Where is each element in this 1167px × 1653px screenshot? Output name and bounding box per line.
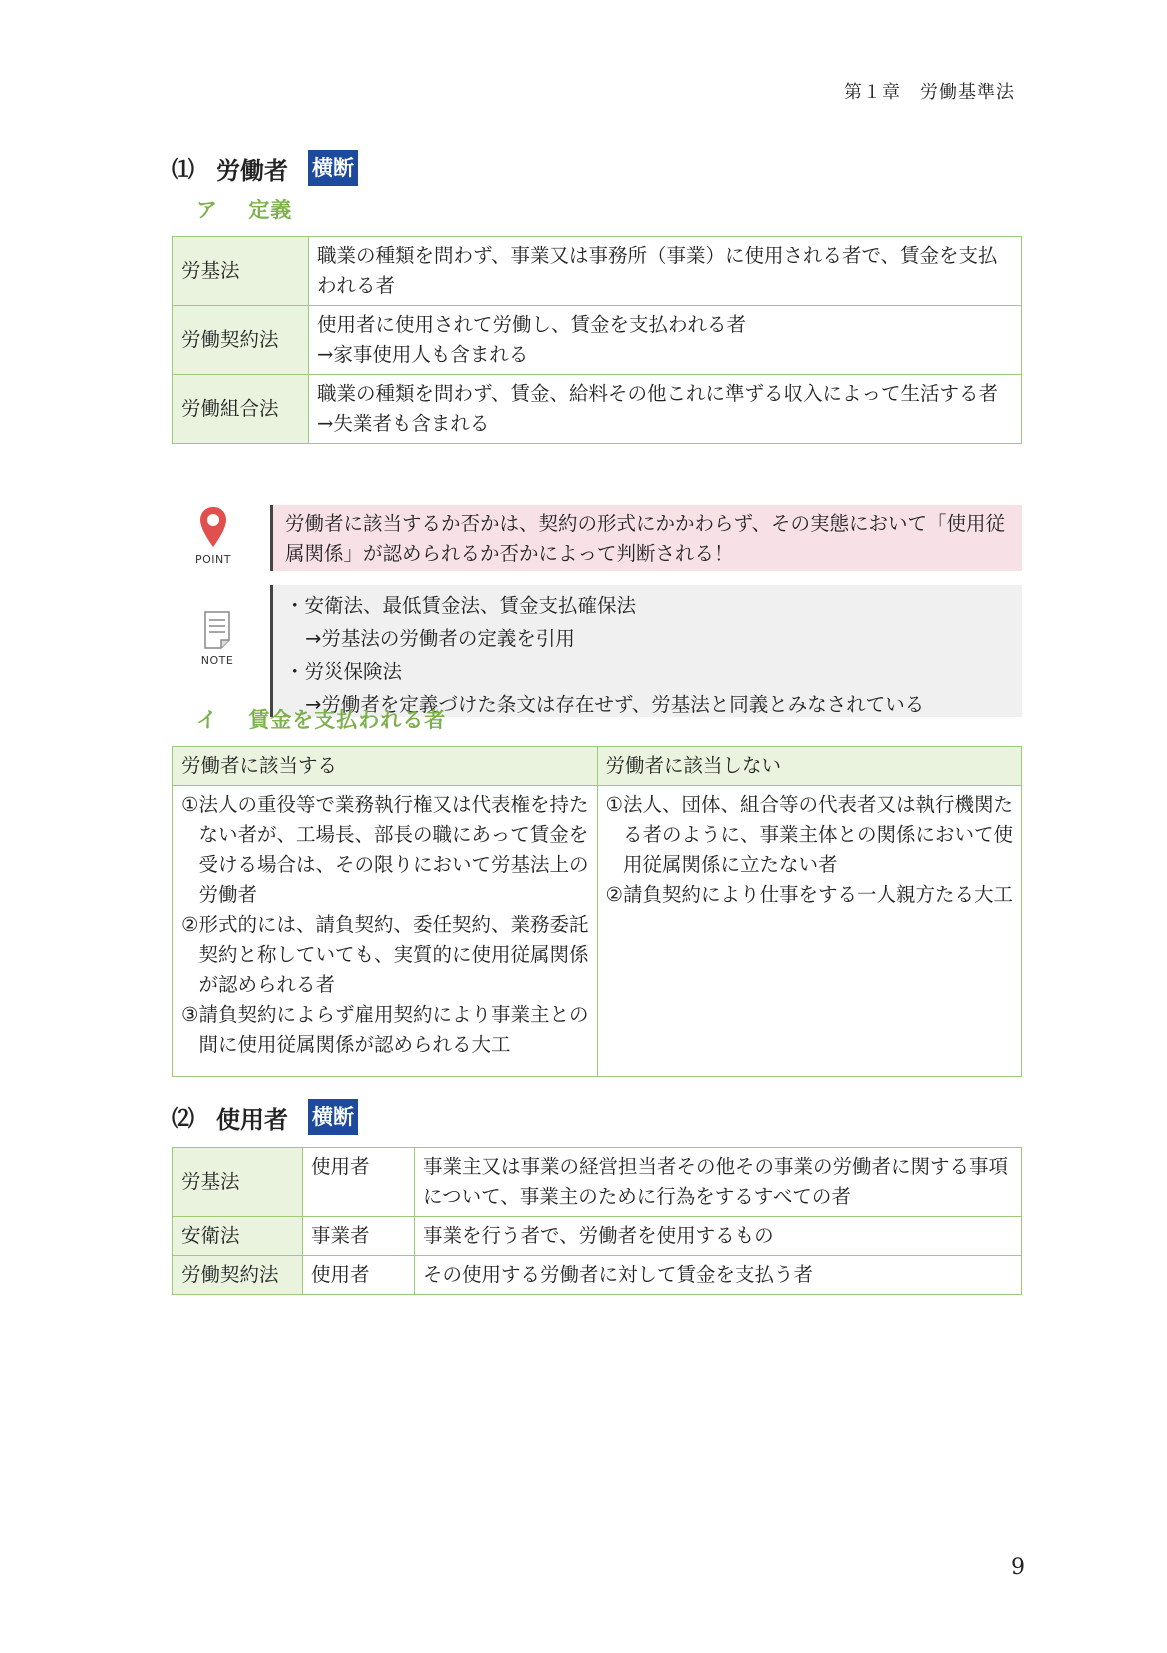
table-row <box>173 1217 1022 1256</box>
table-row <box>173 1256 1022 1295</box>
list-text: 法人、団体、組合等の代表者又は執行機関たる者のように、事業主体との関係において使用従属関係に立たない者 <box>622 793 1013 876</box>
list-marker: ② <box>181 913 199 936</box>
list-text: 形式的には、請負契約、委任契約、業務委託契約と称していても、実質的に使用従属関係が認められる者 <box>198 913 589 996</box>
list-marker: ③ <box>181 1003 199 1026</box>
point-callout: 労働者に該当するか否かは、契約の形式にかかわらず、その実態において「使用従属関係」が認められるか否かによって判断される！ <box>270 505 1022 571</box>
wage-applicable-cell <box>173 786 598 1077</box>
subsection-i-heading <box>196 704 446 734</box>
note-line: ・安衛法、最低賃金法、賃金支払確保法 <box>285 594 637 617</box>
definition-law-cell: 労基法 <box>173 237 309 306</box>
section-1-number: ⑴ <box>172 157 195 183</box>
employer-term-cell: 事業者 <box>303 1217 415 1256</box>
point-badge <box>192 505 234 566</box>
section-2-heading <box>172 1097 358 1137</box>
employer-text-cell: 事業主又は事業の経営担当者その他その事業の労働者に関する事項について、事業主のために行為をするすべての者 <box>415 1148 1022 1217</box>
point-label: POINT <box>195 553 231 566</box>
employer-law-cell: 安衛法 <box>173 1217 303 1256</box>
section-1-badge: 横断 <box>308 150 358 186</box>
list-marker: ① <box>605 793 623 816</box>
section-1-title: 労働者 <box>216 156 289 185</box>
note-label: NOTE <box>200 654 234 667</box>
definition-text-cell: 職業の種類を問わず、賃金、給料その他これに準ずる収入によって生活する者 →失業者も含まれる <box>309 375 1022 444</box>
section-2-number: ⑵ <box>172 1106 195 1132</box>
list-item <box>181 910 589 1000</box>
table-header-row <box>173 747 1022 786</box>
employer-text-cell: 事業を行う者で、労働者を使用するもの <box>415 1217 1022 1256</box>
list-text: 請負契約により仕事をする一人親方たる大工 <box>622 883 1013 906</box>
note-callout <box>270 585 1022 717</box>
list-item <box>181 1000 589 1060</box>
list-text: 法人の重役等で業務執行権又は代表権を持たない者が、工場長、部長の職にあって賃金を受ける場合は、その限りにおいて労基法上の労働者 <box>198 793 589 906</box>
section-2-title: 使用者 <box>216 1105 289 1134</box>
employer-term-cell: 使用者 <box>303 1256 415 1295</box>
note-line: ・労災保険法 <box>285 660 403 683</box>
employer-table <box>172 1147 1022 1295</box>
subsection-a-title: 定義 <box>248 198 293 222</box>
subsection-a-heading <box>196 194 292 224</box>
subsection-i-kana: イ <box>196 708 218 732</box>
subsection-a-kana: ア <box>196 198 218 222</box>
list-item <box>606 790 1014 880</box>
list-text: 請負契約によらず雇用契約により事業主との間に使用従属関係が認められる大工 <box>198 1003 589 1056</box>
definition-table <box>172 236 1022 444</box>
table-row <box>173 306 1022 375</box>
note-badge <box>196 610 238 667</box>
table-row <box>173 786 1022 1077</box>
definition-law-cell: 労働組合法 <box>173 375 309 444</box>
table-row <box>173 1148 1022 1217</box>
wage-table <box>172 746 1022 1077</box>
note-line: →労働者を定義づけた条文は存在せず、労基法と同義とみなされている <box>305 693 925 716</box>
section-2-badge: 横断 <box>308 1099 358 1135</box>
definition-text-cell: 職業の種類を問わず、事業又は事務所（事業）に使用される者で、賃金を支払われる者 <box>309 237 1022 306</box>
table-row <box>173 237 1022 306</box>
table-row <box>173 375 1022 444</box>
map-pin-icon <box>198 505 228 549</box>
section-1-heading <box>172 148 358 188</box>
chapter-header: 第１章 労働基準法 <box>844 82 1015 103</box>
definition-law-cell: 労働契約法 <box>173 306 309 375</box>
note-line: →労基法の労働者の定義を引用 <box>305 627 575 650</box>
note-document-icon <box>202 610 232 650</box>
list-item <box>181 790 589 910</box>
wage-header-applicable: 労働者に該当する <box>173 747 598 786</box>
list-marker: ① <box>181 793 199 816</box>
employer-term-cell: 使用者 <box>303 1148 415 1217</box>
definition-text-cell: 使用者に使用されて労働し、賃金を支払われる者 →家事使用人も含まれる <box>309 306 1022 375</box>
employer-text-cell: その使用する労働者に対して賃金を支払う者 <box>415 1256 1022 1295</box>
employer-law-cell: 労働契約法 <box>173 1256 303 1295</box>
page-number: 9 <box>1011 1555 1025 1580</box>
list-marker: ② <box>605 883 623 906</box>
subsection-i-title: 賃金を支払われる者 <box>248 708 447 732</box>
employer-law-cell: 労基法 <box>173 1148 303 1217</box>
wage-not-applicable-cell <box>597 786 1022 1077</box>
wage-header-not-applicable: 労働者に該当しない <box>597 747 1022 786</box>
list-item <box>606 880 1014 910</box>
